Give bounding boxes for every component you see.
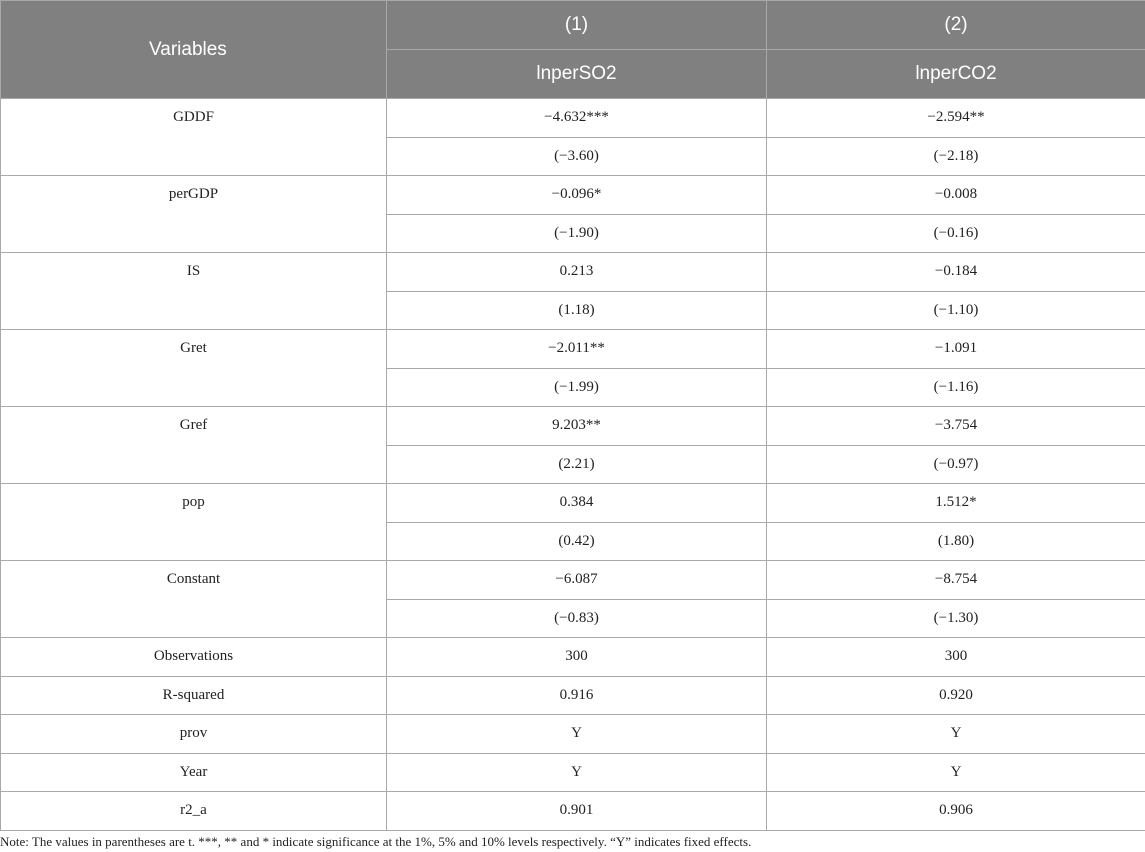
- coefficient-col1: −2.011**: [387, 330, 767, 369]
- column-1-number: (1): [387, 1, 767, 50]
- variable-name: pop: [1, 484, 387, 561]
- statistic-row: [1, 753, 1145, 792]
- t-statistic-col2: (−0.97): [767, 445, 1145, 484]
- statistic-col2: Y: [767, 715, 1145, 754]
- statistic-name: r2_a: [1, 792, 387, 831]
- t-statistic-col1: (−3.60): [387, 137, 767, 176]
- statistic-row: [1, 638, 1145, 677]
- table-note: Note: The values in parentheses are t. ***, ** and * indicate significance at the 1%, 5% and 10% levels respectively. “Y” indicates fixed effects.: [0, 834, 752, 849]
- t-statistic-col2: (−0.16): [767, 214, 1145, 253]
- t-statistic-col2: (−1.16): [767, 368, 1145, 407]
- coefficient-row: [1, 99, 1145, 138]
- coefficient-col2: −3.754: [767, 407, 1145, 446]
- statistic-col2: Y: [767, 753, 1145, 792]
- statistic-col2: 300: [767, 638, 1145, 677]
- statistic-col1: 0.916: [387, 676, 767, 715]
- coefficient-col1: 9.203**: [387, 407, 767, 446]
- column-1-dependent-variable: lnperSO2: [387, 50, 767, 99]
- t-statistic-col1: (−0.83): [387, 599, 767, 638]
- variable-name: GDDF: [1, 99, 387, 176]
- t-statistic-col1: (−1.99): [387, 368, 767, 407]
- t-statistic-col2: (1.80): [767, 522, 1145, 561]
- coefficient-col2: −0.008: [767, 176, 1145, 215]
- statistic-row: [1, 792, 1145, 831]
- statistic-row: [1, 715, 1145, 754]
- t-statistic-col1: (0.42): [387, 522, 767, 561]
- table-body: [1, 99, 1145, 831]
- coefficient-row: [1, 407, 1145, 446]
- coefficient-col1: 0.213: [387, 253, 767, 292]
- variable-name: Gref: [1, 407, 387, 484]
- column-2-dependent-variable: lnperCO2: [767, 50, 1145, 99]
- t-statistic-col2: (−2.18): [767, 137, 1145, 176]
- statistic-col1: Y: [387, 715, 767, 754]
- table-header: [1, 1, 1145, 99]
- coefficient-row: [1, 176, 1145, 215]
- coefficient-row: [1, 253, 1145, 292]
- variable-name: Constant: [1, 561, 387, 638]
- coefficient-col2: −1.091: [767, 330, 1145, 369]
- variable-name: IS: [1, 253, 387, 330]
- t-statistic-col1: (1.18): [387, 291, 767, 330]
- coefficient-col2: −8.754: [767, 561, 1145, 600]
- statistic-col1: 300: [387, 638, 767, 677]
- statistic-name: prov: [1, 715, 387, 754]
- statistic-name: R-squared: [1, 676, 387, 715]
- coefficient-col2: 1.512*: [767, 484, 1145, 523]
- statistic-row: [1, 676, 1145, 715]
- statistic-col2: 0.920: [767, 676, 1145, 715]
- statistic-col1: Y: [387, 753, 767, 792]
- t-statistic-col2: (−1.10): [767, 291, 1145, 330]
- coefficient-row: [1, 330, 1145, 369]
- t-statistic-col1: (−1.90): [387, 214, 767, 253]
- variables-header: Variables: [1, 1, 387, 99]
- coefficient-col1: −6.087: [387, 561, 767, 600]
- coefficient-row: [1, 561, 1145, 600]
- statistic-name: Year: [1, 753, 387, 792]
- coefficient-col2: −2.594**: [767, 99, 1145, 138]
- coefficient-col1: −4.632***: [387, 99, 767, 138]
- variable-name: perGDP: [1, 176, 387, 253]
- coefficient-row: [1, 484, 1145, 523]
- t-statistic-col2: (−1.30): [767, 599, 1145, 638]
- coefficient-col1: 0.384: [387, 484, 767, 523]
- coefficient-col2: −0.184: [767, 253, 1145, 292]
- statistic-col1: 0.901: [387, 792, 767, 831]
- t-statistic-col1: (2.21): [387, 445, 767, 484]
- coefficient-col1: −0.096*: [387, 176, 767, 215]
- statistic-name: Observations: [1, 638, 387, 677]
- column-2-number: (2): [767, 1, 1145, 50]
- variable-name: Gret: [1, 330, 387, 407]
- statistic-col2: 0.906: [767, 792, 1145, 831]
